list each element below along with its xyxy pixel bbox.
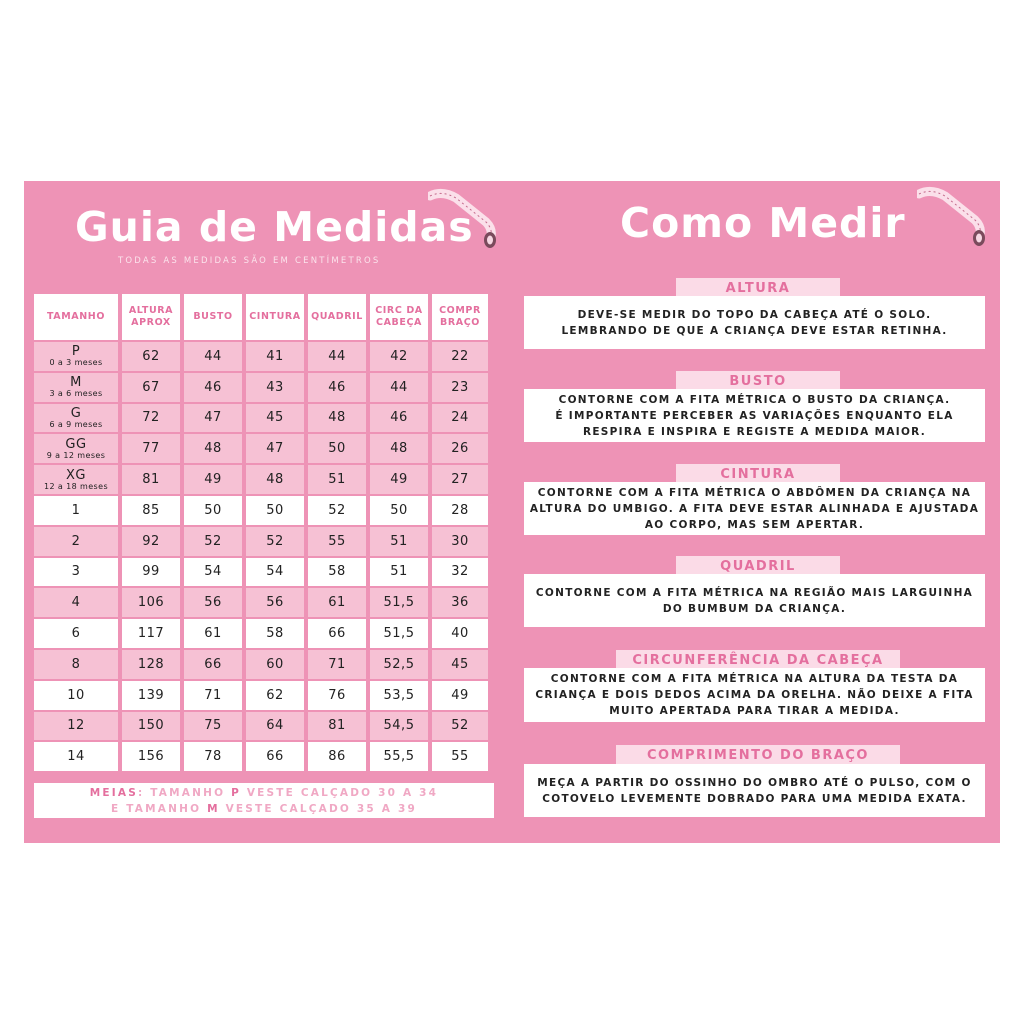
table-cell-arm-length: 26: [432, 434, 488, 463]
column-header-size: [34, 294, 118, 340]
section-description: [524, 668, 985, 722]
table-cell-bust: 50: [184, 496, 242, 525]
column-header-text: APROX: [131, 317, 171, 328]
description-line: DO BUMBUM DA CRIANÇA.: [662, 602, 847, 615]
size-label: 2: [71, 533, 81, 549]
size-cell: [34, 465, 118, 494]
table-cell-arm-length: 40: [432, 619, 488, 648]
socks-size-m: M: [207, 802, 220, 815]
table-cell-bust: 66: [184, 650, 242, 679]
table-cell-waist: 62: [246, 681, 304, 710]
table-cell-waist: 56: [246, 588, 304, 617]
table-cell-height: 128: [122, 650, 180, 679]
table-cell-hip: 44: [308, 342, 366, 371]
column-header-text: BUSTO: [193, 311, 233, 322]
section-title: QUADRIL: [676, 556, 840, 577]
table-cell-height: 72: [122, 404, 180, 433]
socks-note-line-1: [90, 785, 438, 801]
table-cell-head-circ: 51,5: [370, 588, 428, 617]
table-cell-head-circ: 51: [370, 558, 428, 587]
age-range: 9 a 12 meses: [46, 450, 106, 460]
column-header-height: [122, 294, 180, 340]
table-cell-bust: 54: [184, 558, 242, 587]
table-cell-height: 150: [122, 712, 180, 741]
age-range: 6 a 9 meses: [49, 419, 103, 429]
table-cell-bust: 46: [184, 373, 242, 402]
size-label: 1: [71, 502, 81, 518]
table-cell-arm-length: 27: [432, 465, 488, 494]
table-cell-hip: 58: [308, 558, 366, 587]
size-guide-subtitle: TODAS AS MEDIDAS SÃO EM CENTÍMETROS: [118, 256, 381, 266]
table-cell-hip: 55: [308, 527, 366, 556]
table-cell-arm-length: 22: [432, 342, 488, 371]
table-cell-hip: 76: [308, 681, 366, 710]
table-cell-bust: 52: [184, 527, 242, 556]
table-cell-height: 99: [122, 558, 180, 587]
description-line: LEMBRANDO DE QUE A CRIANÇA DEVE ESTAR RETINHA.: [561, 324, 948, 337]
section-description: [524, 482, 985, 535]
table-cell-waist: 45: [246, 404, 304, 433]
size-cell: [34, 619, 118, 648]
column-header-text: ALTURA: [128, 305, 174, 316]
table-cell-hip: 50: [308, 434, 366, 463]
column-header-text: COMPR: [439, 305, 481, 316]
size-cell: [34, 434, 118, 463]
size-label: 8: [71, 656, 81, 672]
column-header-text: CABEÇA: [376, 317, 422, 328]
description-line: DEVE-SE MEDIR DO TOPO DA CABEÇA ATÉ O SOLO.: [577, 308, 932, 321]
size-label: 10: [67, 687, 85, 703]
column-header-text: CIRC DA: [375, 305, 423, 316]
table-cell-head-circ: 53,5: [370, 681, 428, 710]
table-cell-waist: 64: [246, 712, 304, 741]
column-header-hip: [308, 294, 366, 340]
size-label: 6: [71, 626, 81, 642]
table-cell-waist: 50: [246, 496, 304, 525]
table-cell-hip: 71: [308, 650, 366, 679]
size-guide-title: Guia de Medidas: [75, 203, 474, 251]
size-label: 3: [71, 564, 81, 580]
table-cell-height: 156: [122, 742, 180, 771]
table-cell-hip: 52: [308, 496, 366, 525]
table-cell-waist: 66: [246, 742, 304, 771]
size-label: P: [71, 344, 81, 360]
size-label: GG: [65, 436, 87, 452]
description-line: MUITO APERTADA PARA TIRAR A MEDIDA.: [609, 705, 900, 717]
size-cell: [34, 742, 118, 771]
table-cell-hip: 61: [308, 588, 366, 617]
table-cell-head-circ: 42: [370, 342, 428, 371]
column-header-text: TAMANHO: [46, 311, 106, 322]
table-cell-head-circ: 55,5: [370, 742, 428, 771]
column-header-waist: [246, 294, 304, 340]
size-cell: [34, 527, 118, 556]
table-cell-waist: 48: [246, 465, 304, 494]
table-cell-head-circ: 50: [370, 496, 428, 525]
socks-note-text: VESTE CALÇADO 30 A 34: [240, 786, 439, 799]
table-cell-bust: 44: [184, 342, 242, 371]
size-cell: [34, 373, 118, 402]
description-line: CRIANÇA E DOIS DEDOS ACIMA DA ORELHA. NÃO DEIXE A FITA: [535, 689, 974, 701]
table-cell-hip: 86: [308, 742, 366, 771]
table-cell-waist: 58: [246, 619, 304, 648]
socks-note-line-2: [111, 801, 417, 817]
description-line: CONTORNE COM A FITA MÉTRICA O ABDÔMEN DA CRIANÇA NA: [537, 486, 972, 499]
size-label: 14: [67, 749, 85, 765]
table-cell-waist: 47: [246, 434, 304, 463]
description-line: CONTORNE COM A FITA MÉTRICA NA ALTURA DA TESTA DA: [550, 673, 959, 685]
section-title: CIRCUNFERÊNCIA DA CABEÇA: [616, 650, 900, 671]
table-cell-arm-length: 55: [432, 742, 488, 771]
table-cell-hip: 51: [308, 465, 366, 494]
size-cell: [34, 496, 118, 525]
table-cell-waist: 52: [246, 527, 304, 556]
description-line: CONTORNE COM A FITA MÉTRICA NA REGIÃO MAIS LARGUINHA: [535, 586, 974, 599]
section-description: [524, 389, 985, 442]
table-cell-arm-length: 36: [432, 588, 488, 617]
table-cell-height: 85: [122, 496, 180, 525]
socks-note-text: VESTE CALÇADO 35 A 39: [219, 802, 417, 815]
table-cell-head-circ: 51,5: [370, 619, 428, 648]
table-cell-head-circ: 51: [370, 527, 428, 556]
column-header-text: QUADRIL: [311, 311, 363, 322]
socks-note: [34, 783, 494, 818]
table-cell-arm-length: 52: [432, 712, 488, 741]
size-label: XG: [66, 467, 86, 483]
table-cell-hip: 81: [308, 712, 366, 741]
table-cell-height: 106: [122, 588, 180, 617]
table-cell-waist: 54: [246, 558, 304, 587]
table-cell-arm-length: 49: [432, 681, 488, 710]
table-cell-bust: 47: [184, 404, 242, 433]
table-cell-head-circ: 48: [370, 434, 428, 463]
table-cell-bust: 61: [184, 619, 242, 648]
size-cell: [34, 650, 118, 679]
size-label: G: [70, 405, 82, 421]
table-cell-bust: 71: [184, 681, 242, 710]
table-cell-arm-length: 45: [432, 650, 488, 679]
measuring-tape-icon: [917, 186, 989, 252]
size-table: [34, 294, 488, 771]
table-cell-waist: 41: [246, 342, 304, 371]
description-line: CONTORNE COM A FITA MÉTRICA O BUSTO DA CRIANÇA.: [558, 393, 951, 406]
age-range: 3 a 6 meses: [49, 389, 103, 399]
section-title: COMPRIMENTO DO BRAÇO: [616, 745, 900, 766]
size-cell: [34, 558, 118, 587]
table-cell-height: 62: [122, 342, 180, 371]
size-cell: [34, 342, 118, 371]
description-line: MEÇA A PARTIR DO OSSINHO DO OMBRO ATÉ O PULSO, COM O: [537, 776, 972, 789]
age-range: 12 a 18 meses: [43, 481, 109, 491]
description-line: AO CORPO, MAS SEM APERTAR.: [644, 518, 865, 531]
table-cell-arm-length: 30: [432, 527, 488, 556]
table-cell-bust: 75: [184, 712, 242, 741]
column-header-text: CINTURA: [249, 311, 301, 322]
socks-note-text: : TAMANHO: [138, 786, 232, 799]
table-cell-height: 139: [122, 681, 180, 710]
socks-size-p: P: [231, 786, 241, 799]
size-label: 4: [71, 595, 81, 611]
size-cell: [34, 681, 118, 710]
table-cell-height: 67: [122, 373, 180, 402]
size-cell: [34, 404, 118, 433]
size-cell: [34, 588, 118, 617]
age-range: 0 a 3 meses: [49, 358, 103, 368]
table-cell-bust: 49: [184, 465, 242, 494]
table-cell-height: 92: [122, 527, 180, 556]
size-label: 12: [67, 718, 85, 734]
table-cell-bust: 78: [184, 742, 242, 771]
description-line: ALTURA DO UMBIGO. A FITA DEVE ESTAR ALINHADA E AJUSTADA: [529, 502, 980, 515]
column-header-bust: [184, 294, 242, 340]
section-description: [524, 296, 985, 349]
table-cell-height: 81: [122, 465, 180, 494]
size-label: M: [70, 375, 82, 391]
table-cell-arm-length: 24: [432, 404, 488, 433]
table-cell-head-circ: 44: [370, 373, 428, 402]
column-header-arm-length: [432, 294, 488, 340]
table-cell-head-circ: 46: [370, 404, 428, 433]
table-cell-head-circ: 49: [370, 465, 428, 494]
column-header-head-circ: [370, 294, 428, 340]
section-title: CINTURA: [676, 464, 840, 485]
description-line: COTOVELO LEVEMENTE DOBRADO PARA UMA MEDIDA EXATA.: [542, 792, 967, 805]
column-header-text: BRAÇO: [440, 317, 480, 328]
description-line: RESPIRA E INSPIRA E REGISTE A MEDIDA MAIOR.: [582, 425, 927, 438]
table-cell-bust: 56: [184, 588, 242, 617]
section-title: BUSTO: [676, 371, 840, 392]
section-title: ALTURA: [676, 278, 840, 299]
table-cell-waist: 43: [246, 373, 304, 402]
table-cell-arm-length: 23: [432, 373, 488, 402]
table-cell-head-circ: 52,5: [370, 650, 428, 679]
socks-note-text: E TAMANHO: [111, 802, 208, 815]
table-cell-height: 77: [122, 434, 180, 463]
how-to-measure-title: Como Medir: [620, 199, 906, 247]
table-cell-hip: 46: [308, 373, 366, 402]
section-description: [524, 764, 985, 817]
table-cell-arm-length: 28: [432, 496, 488, 525]
table-cell-hip: 66: [308, 619, 366, 648]
socks-label: MEIAS: [89, 786, 138, 799]
description-line: É IMPORTANTE PERCEBER AS VARIAÇÕES ENQUANTO ELA: [555, 409, 954, 422]
size-cell: [34, 712, 118, 741]
table-cell-height: 117: [122, 619, 180, 648]
table-cell-arm-length: 32: [432, 558, 488, 587]
table-cell-hip: 48: [308, 404, 366, 433]
section-description: [524, 574, 985, 627]
table-cell-bust: 48: [184, 434, 242, 463]
table-cell-head-circ: 54,5: [370, 712, 428, 741]
table-cell-waist: 60: [246, 650, 304, 679]
